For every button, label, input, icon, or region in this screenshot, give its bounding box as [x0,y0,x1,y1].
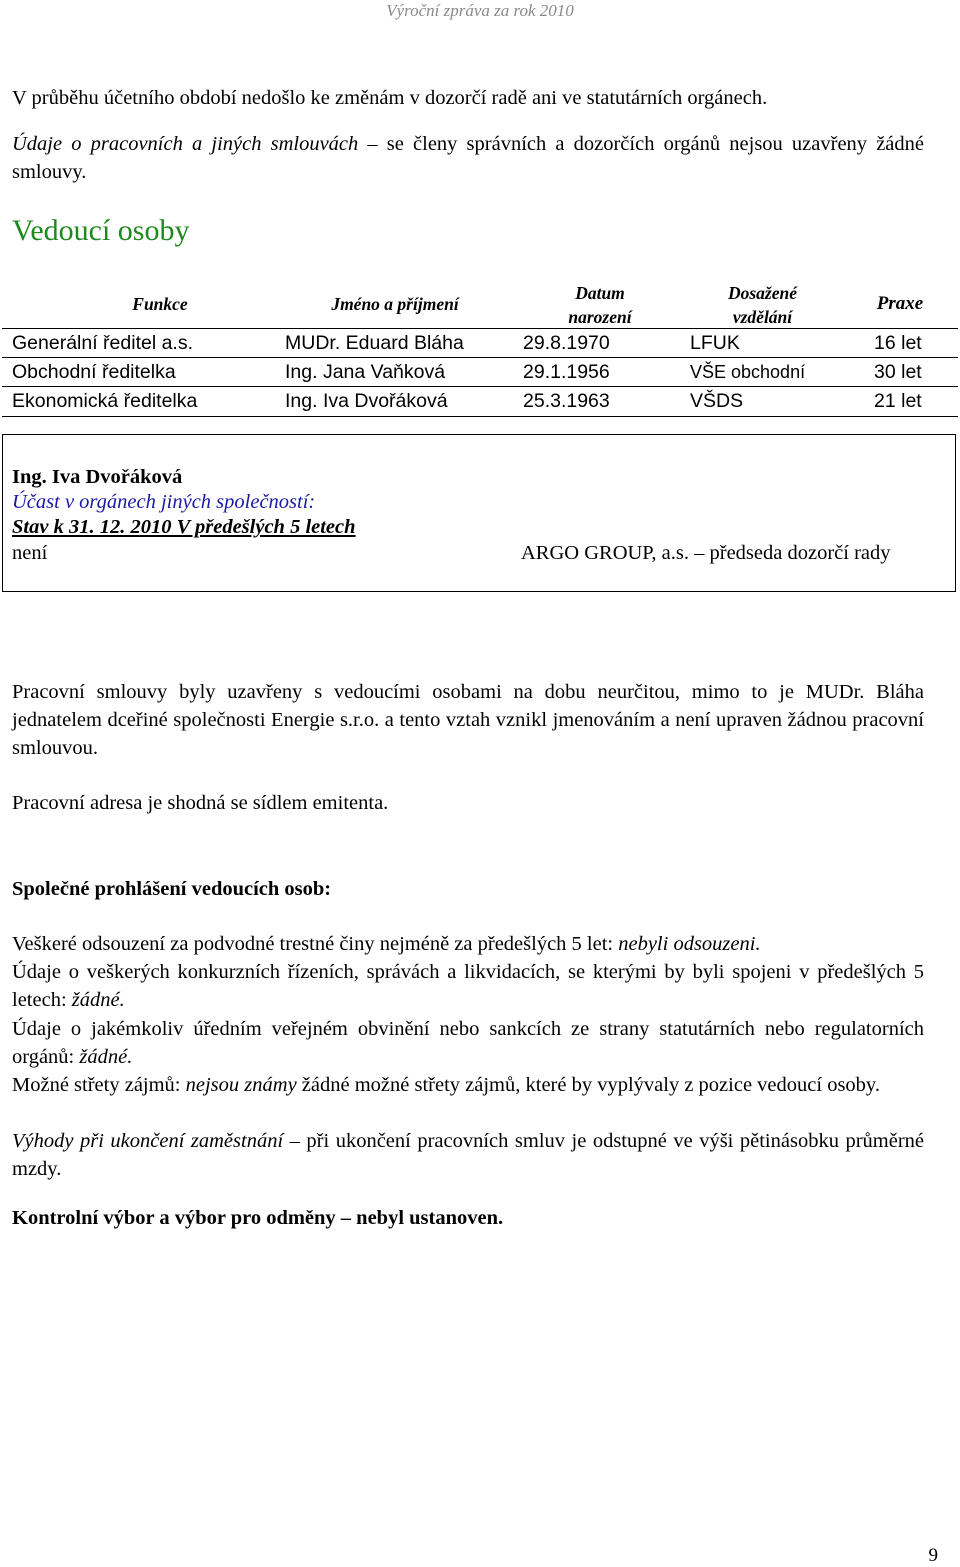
cell-funkce: Obchodní ředitelka [12,361,176,383]
declaration-bankruptcy [12,958,924,1014]
benefits-rest: – při ukončení pracovních smluv je odstupné ve výši pětinásobku průměrné mzdy. [12,1130,924,1180]
declaration-convictions [12,930,924,958]
declaration-sanctions [12,1015,924,1071]
box-person-name: Ing. Iva Dvořáková [12,466,183,488]
intro-contracts-label: Údaje o pracovních a jiných smlouvách [12,133,359,155]
cell-jmeno: Ing. Iva Dvořáková [285,390,448,412]
cell-jmeno: MUDr. Eduard Bláha [285,332,464,354]
intro-contracts-paragraph [12,130,924,186]
cell-vzdelani: VŠDS [690,390,744,412]
declaration-benefits [12,1127,924,1183]
benefits-label: Výhody při ukončení zaměstnání [12,1130,284,1152]
header-praxe: Praxe [876,293,924,314]
header-jmeno: Jméno a příjmení [331,294,459,314]
header-funkce: Funkce [132,294,188,314]
cell-datum: 29.8.1970 [523,332,610,354]
conflicts-rest: žádné možné střety zájmů, které by vyplývaly z pozice vedoucí osoby. [296,1074,880,1096]
declaration-conflicts [12,1071,924,1099]
box-subtitle: Účast v orgánech jiných společností: [12,491,316,513]
cell-praxe: 21 let [874,390,922,412]
header-datum-line-1: Datum [575,283,625,303]
box-status: není [12,542,48,564]
convictions-value: nebyli odsouzeni. [618,933,761,955]
cell-funkce: Generální ředitel a.s. [12,332,194,354]
cell-datum: 25.3.1963 [523,390,610,412]
sanctions-value: žádné. [79,1046,133,1068]
bankruptcy-label: Údaje o veškerých konkurzních řízeních, správách a likvidacích, se kterými by byli spojeni v předešlých 5 letech: [12,961,924,1011]
bankruptcy-value: žádné. [71,989,125,1011]
running-header: Výroční zpráva za rok 2010 [386,1,574,20]
section-title: Vedoucí osoby [12,214,190,247]
sanctions-label: Údaje o jakémkoliv úředním veřejném obvinění nebo sankcích ze strany statutárních nebo regulatorních orgánů: [12,1018,924,1068]
conflicts-value: nejsou známy [185,1074,297,1096]
cell-vzdelani: LFUK [690,332,740,354]
cell-jmeno: Ing. Jana Vaňková [285,361,446,383]
header-vzdelani-line-1: Dosažené [727,283,798,303]
cell-funkce: Ekonomická ředitelka [12,390,198,412]
cell-praxe: 30 let [874,361,922,383]
box-previous-roles: ARGO GROUP, a.s. – předseda dozorčí rady [521,542,891,564]
table-rule [2,416,958,417]
intro-line-1: V průběhu účetního období nedošlo ke změnám v dozorčí radě ani ve statutárních orgánech. [12,87,768,109]
cell-vzdelani: VŠE obchodní [690,362,806,382]
declaration-title: Společné prohlášení vedoucích osob: [12,878,332,900]
address-paragraph: Pracovní adresa je shodná se sídlem emitenta. [12,792,389,814]
convictions-label: Veškeré odsouzení za podvodné trestné činy nejméně za předešlých 5 let: [12,933,619,955]
header-datum-line-2: narození [568,307,632,327]
intro-contracts-text: – se členy správních a dozorčích orgánů nejsou uzavřeny žádné smlouvy. [12,133,924,183]
header-vzdelani-line-2: vzdělání [732,307,793,327]
cell-datum: 29.1.1956 [523,361,610,383]
cell-praxe: 16 let [874,332,922,354]
box-column-header: Stav k 31. 12. 2010 V předešlých 5 letech [12,516,356,538]
contracts-paragraph: Pracovní smlouvy byly uzavřeny s vedoucími osobami na dobu neurčitou, mimo to je MUDr. Bláha jednatelem dceřiné společnosti Energie s.r.o. a tento vztah vznikl jmenováním a není upraven žádnou pracovní smlouvou. [12,681,924,759]
page-number: 9 [928,1545,938,1566]
conflicts-label: Možné střety zájmů: [12,1074,186,1096]
committee-statement: Kontrolní výbor a výbor pro odměny – nebyl ustanoven. [12,1207,504,1229]
